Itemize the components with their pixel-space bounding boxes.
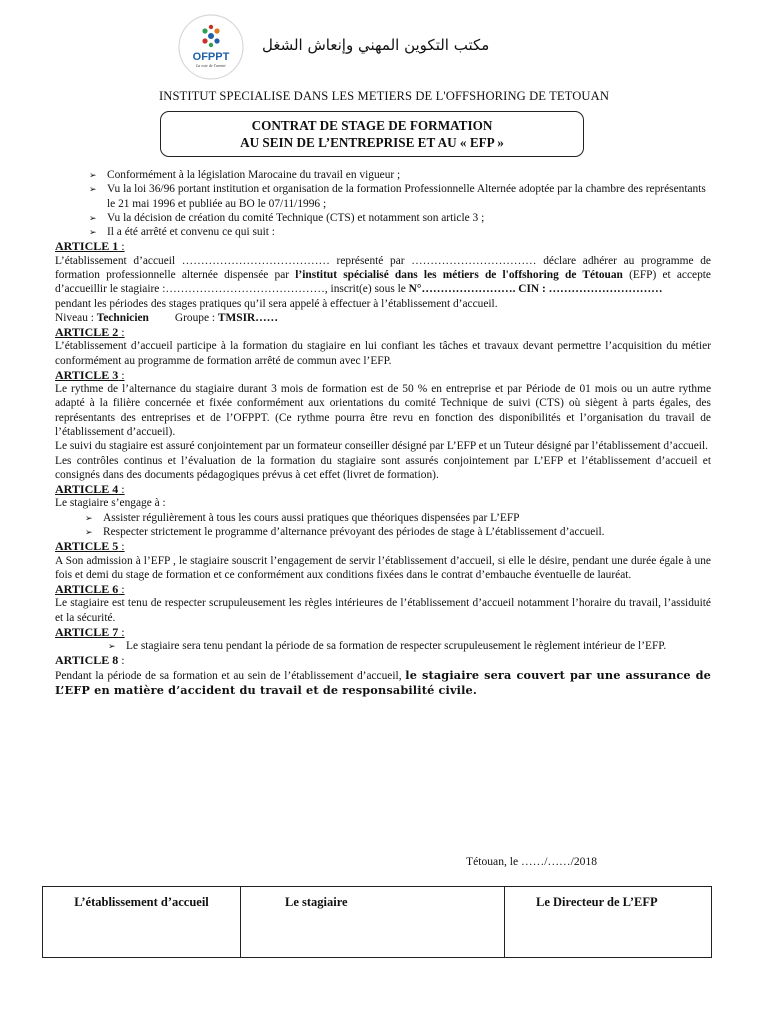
article-4-item: ➢ Respecter strictement le programme d’alternance prévoyant des périodes de stage à L’établissement d’accueil. xyxy=(85,526,605,539)
signature-establishment: L’établissement d’accueil xyxy=(43,887,241,958)
contract-title-box xyxy=(160,111,584,157)
arrow-bullet-icon: ➢ xyxy=(85,512,93,523)
article-2-heading: ARTICLE 2 : xyxy=(55,325,125,340)
arrow-bullet-icon: ➢ xyxy=(89,170,97,180)
niveau-line: Niveau : Technicien Groupe : TMSIR…… xyxy=(55,311,279,324)
logo-text: OFPPT xyxy=(192,51,230,63)
article-6-heading: ARTICLE 6 : xyxy=(55,582,125,597)
article-3-text-1: Le rythme de l’alternance du stagiaire durant 3 mois de formation est de 50 % en entreprise et par Période de 01 mois ou un autre rythme adapté à la filière concernée et fixée conformément aux orientations du comité Technique de suivi (CTS) où siègent à parts égales, des représentants des entreprises et de l’OFPPT. (Ce rythme pourra être revu en fonction des disponibilités et l’organisation du travail de l’établissement d’accueil). xyxy=(55,383,711,439)
title-line-2: AU SEIN DE L’ENTREPRISE ET AU « EFP » xyxy=(240,135,504,150)
arrow-bullet-icon: ➢ xyxy=(85,527,93,538)
article-8-heading: ARTICLE 8 : xyxy=(55,653,125,668)
title-line-1: CONTRAT DE STAGE DE FORMATION xyxy=(251,118,493,133)
article-1-text: L’établissement d’accueil ………………………………… représenté par …………………………… déclare adhérer au programme de formation professionnelle alternée dispensée par l’institut spécialisé dans les métiers de l'offshoring de Tétouan (EFP) et accepte d’accueillir le stagiaire :……………………………………, inscrit(e) sous le N°……………………. CIN : ………………………… xyxy=(55,254,711,296)
article-4-item: ➢ Assister régulièrement à tous les cours aussi pratiques que théoriques dispensées par L’EFP xyxy=(85,511,520,524)
arrow-bullet-icon: ➢ xyxy=(89,227,97,238)
article-4-heading: ARTICLE 4 : xyxy=(55,482,125,497)
article-1-period: pendant les périodes des stages pratiques qu’il sera appelé à effectuer à l’établissement d’accueil. xyxy=(55,297,498,310)
signature-director: Le Directeur de L’EFP xyxy=(505,887,712,958)
article-2-text: L’établissement d’accueil participe à la formation du stagiaire en lui confiant les tâches et travaux devant permettre l’acquisition du métier conformément au programme de formation arrêté de commun avec l’EFP. xyxy=(55,340,711,367)
article-3-text-3: Les contrôles continus et l’évaluation de la formation du stagiaire sont assurés conjointement par L’EFP et l’établissement d’accueil et consignés dans des documents pédagogiques prévus à cet effet (livret de formation). xyxy=(55,454,711,481)
preamble-item: ➢ Vu la décision de création du comité Technique (CTS) et notamment son article 3 ; xyxy=(89,211,485,224)
arrow-bullet-icon: ➢ xyxy=(108,641,116,652)
article-7-item: ➢ Le stagiaire sera tenu pendant la période de sa formation de respecter scrupuleusement le règlement intérieur de l’EFP. xyxy=(108,640,667,653)
signature-table xyxy=(42,886,712,958)
arabic-org-name: مكتب التكوين المهني وإنعاش الشغل xyxy=(262,36,490,54)
article-5-heading: ARTICLE 5 : xyxy=(55,539,125,554)
article-3-text-2: Le suivi du stagiaire est assuré conjointement par un formateur conseiller désigné par L’EFP et un Tuteur désigné par l’établissement d’accueil. xyxy=(55,440,708,453)
arrow-bullet-icon: ➢ xyxy=(89,184,97,195)
institute-name: INSTITUT SPECIALISE DANS LES METIERS DE L'OFFSHORING DE TETOUAN xyxy=(158,89,610,103)
article-5-text: A Son admission à l’EFP , le stagiaire souscrit l’engagement de servir l’établissement d’accueil, si elle le désire, pendant une durée égale à une fois et demi du stage de formation et ce conformément aux conditions fixées dans le contrat d’embauche éventuelle de lauréat. xyxy=(55,554,711,581)
date-line: Tétouan, le ……/……/2018 xyxy=(466,855,598,868)
signature-trainee: Le stagiaire xyxy=(241,887,505,958)
article-7-heading: ARTICLE 7 : xyxy=(55,624,125,639)
ofppt-logo xyxy=(178,14,244,80)
arrow-bullet-icon: ➢ xyxy=(89,212,97,223)
article-4-intro: Le stagiaire s’engage à : xyxy=(55,497,166,510)
preamble-item: ➢ Vu la loi 36/96 portant institution et organisation de la formation Professionnelle Alternée adoptée par la chambre des représentants le 21 mai 1996 et publiée au BO le 07/11/1996 ; xyxy=(89,183,706,210)
article-1-heading: ARTICLE 1 : xyxy=(55,239,125,254)
article-3-heading: ARTICLE 3 : xyxy=(55,367,125,382)
logo-tagline: La voie de l'avenir xyxy=(196,63,226,68)
preamble-item: ➢ Il a été arrêté et convenu ce qui suit : xyxy=(89,226,275,239)
contract-body xyxy=(55,168,711,698)
article-8-text: Pendant la période de sa formation et au sein de l’établissement d’accueil, le stagiaire sera couvert par une assurance de L’EFP en matière d’accident du travail et de responsabilité civile. xyxy=(55,667,712,697)
preamble-item: ➢ Conformément à la législation Marocaine du travail en vigueur ; xyxy=(89,169,401,181)
article-6-text: Le stagiaire est tenu de respecter scrupuleusement les règles intérieures de l’établissement d’accueil notamment l’horaire du travail, l’assiduité et la sécurité. xyxy=(55,597,711,624)
